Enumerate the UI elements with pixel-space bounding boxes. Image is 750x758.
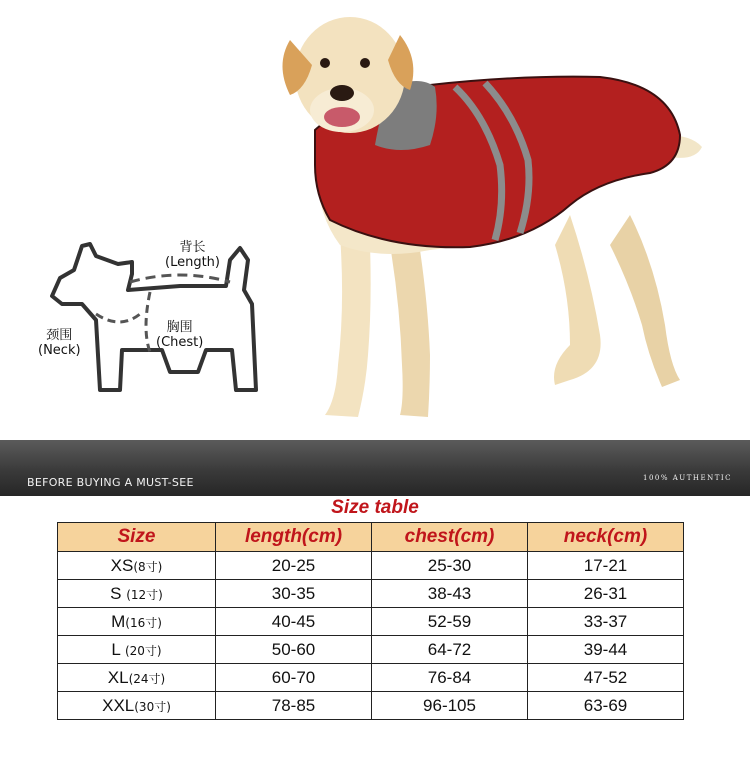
table-row <box>58 552 684 580</box>
size-code: S <box>110 583 122 603</box>
length-label-en: (Length) <box>165 255 220 270</box>
chest-label-cn: 胸围 <box>166 320 193 335</box>
neck-cell: 63-69 <box>528 692 684 720</box>
length-label <box>165 240 220 270</box>
neck-cell: 47-52 <box>528 664 684 692</box>
size-cn: (30寸) <box>134 699 171 714</box>
dog-in-coat-photo <box>270 5 710 430</box>
size-cell <box>58 692 216 720</box>
size-code: XXL <box>102 695 135 715</box>
neck-label <box>38 328 81 358</box>
length-cell: 78-85 <box>216 692 372 720</box>
length-cell: 30-35 <box>216 580 372 608</box>
table-row <box>58 692 684 720</box>
table-row <box>58 608 684 636</box>
header-size: Size <box>58 523 216 552</box>
size-table-title: Size table <box>331 497 419 518</box>
neck-cell: 17-21 <box>528 552 684 580</box>
size-cn: (12寸) <box>126 587 163 602</box>
size-code: XL <box>107 667 129 687</box>
length-cell: 40-45 <box>216 608 372 636</box>
size-cell <box>58 552 216 580</box>
header-chest: chest(cm) <box>372 523 528 552</box>
chest-label-en: (Chest) <box>156 335 204 350</box>
table-row <box>58 636 684 664</box>
header-length: length(cm) <box>216 523 372 552</box>
size-table-header-row <box>58 523 684 552</box>
length-label-cn: 背长 <box>179 240 206 255</box>
size-code: L <box>111 639 121 659</box>
size-cell <box>58 580 216 608</box>
chest-label <box>156 320 203 350</box>
size-code: XS <box>110 555 134 575</box>
table-row <box>58 580 684 608</box>
size-cn: (24寸) <box>128 671 166 686</box>
length-cell: 60-70 <box>216 664 372 692</box>
chest-cell: 25-30 <box>372 552 528 580</box>
notice-banner <box>0 440 750 496</box>
size-code: M <box>111 611 126 631</box>
length-cell: 20-25 <box>216 552 372 580</box>
table-row <box>58 664 684 692</box>
dog-measurement-diagram <box>30 230 270 405</box>
size-cell <box>58 664 216 692</box>
size-cn: (20寸) <box>124 643 162 658</box>
neck-cell: 26-31 <box>528 580 684 608</box>
size-cell <box>58 608 216 636</box>
header-neck: neck(cm) <box>528 523 684 552</box>
neck-label-cn: 颈围 <box>46 328 73 343</box>
chest-cell: 96-105 <box>372 692 528 720</box>
neck-label-en: (Neck) <box>38 343 81 358</box>
chest-cell: 64-72 <box>372 636 528 664</box>
banner-left-text: BEFORE BUYING A MUST-SEE <box>27 476 194 489</box>
neck-cell: 39-44 <box>528 636 684 664</box>
neck-cell: 33-37 <box>528 608 684 636</box>
size-cn: (16寸) <box>125 615 162 630</box>
size-cell <box>58 636 216 664</box>
chest-cell: 52-59 <box>372 608 528 636</box>
size-table <box>57 522 684 720</box>
length-cell: 50-60 <box>216 636 372 664</box>
chest-cell: 76-84 <box>372 664 528 692</box>
banner-right-text: 100% AUTHENTIC <box>643 474 732 482</box>
size-cn: (8寸) <box>133 559 163 574</box>
chest-cell: 38-43 <box>372 580 528 608</box>
